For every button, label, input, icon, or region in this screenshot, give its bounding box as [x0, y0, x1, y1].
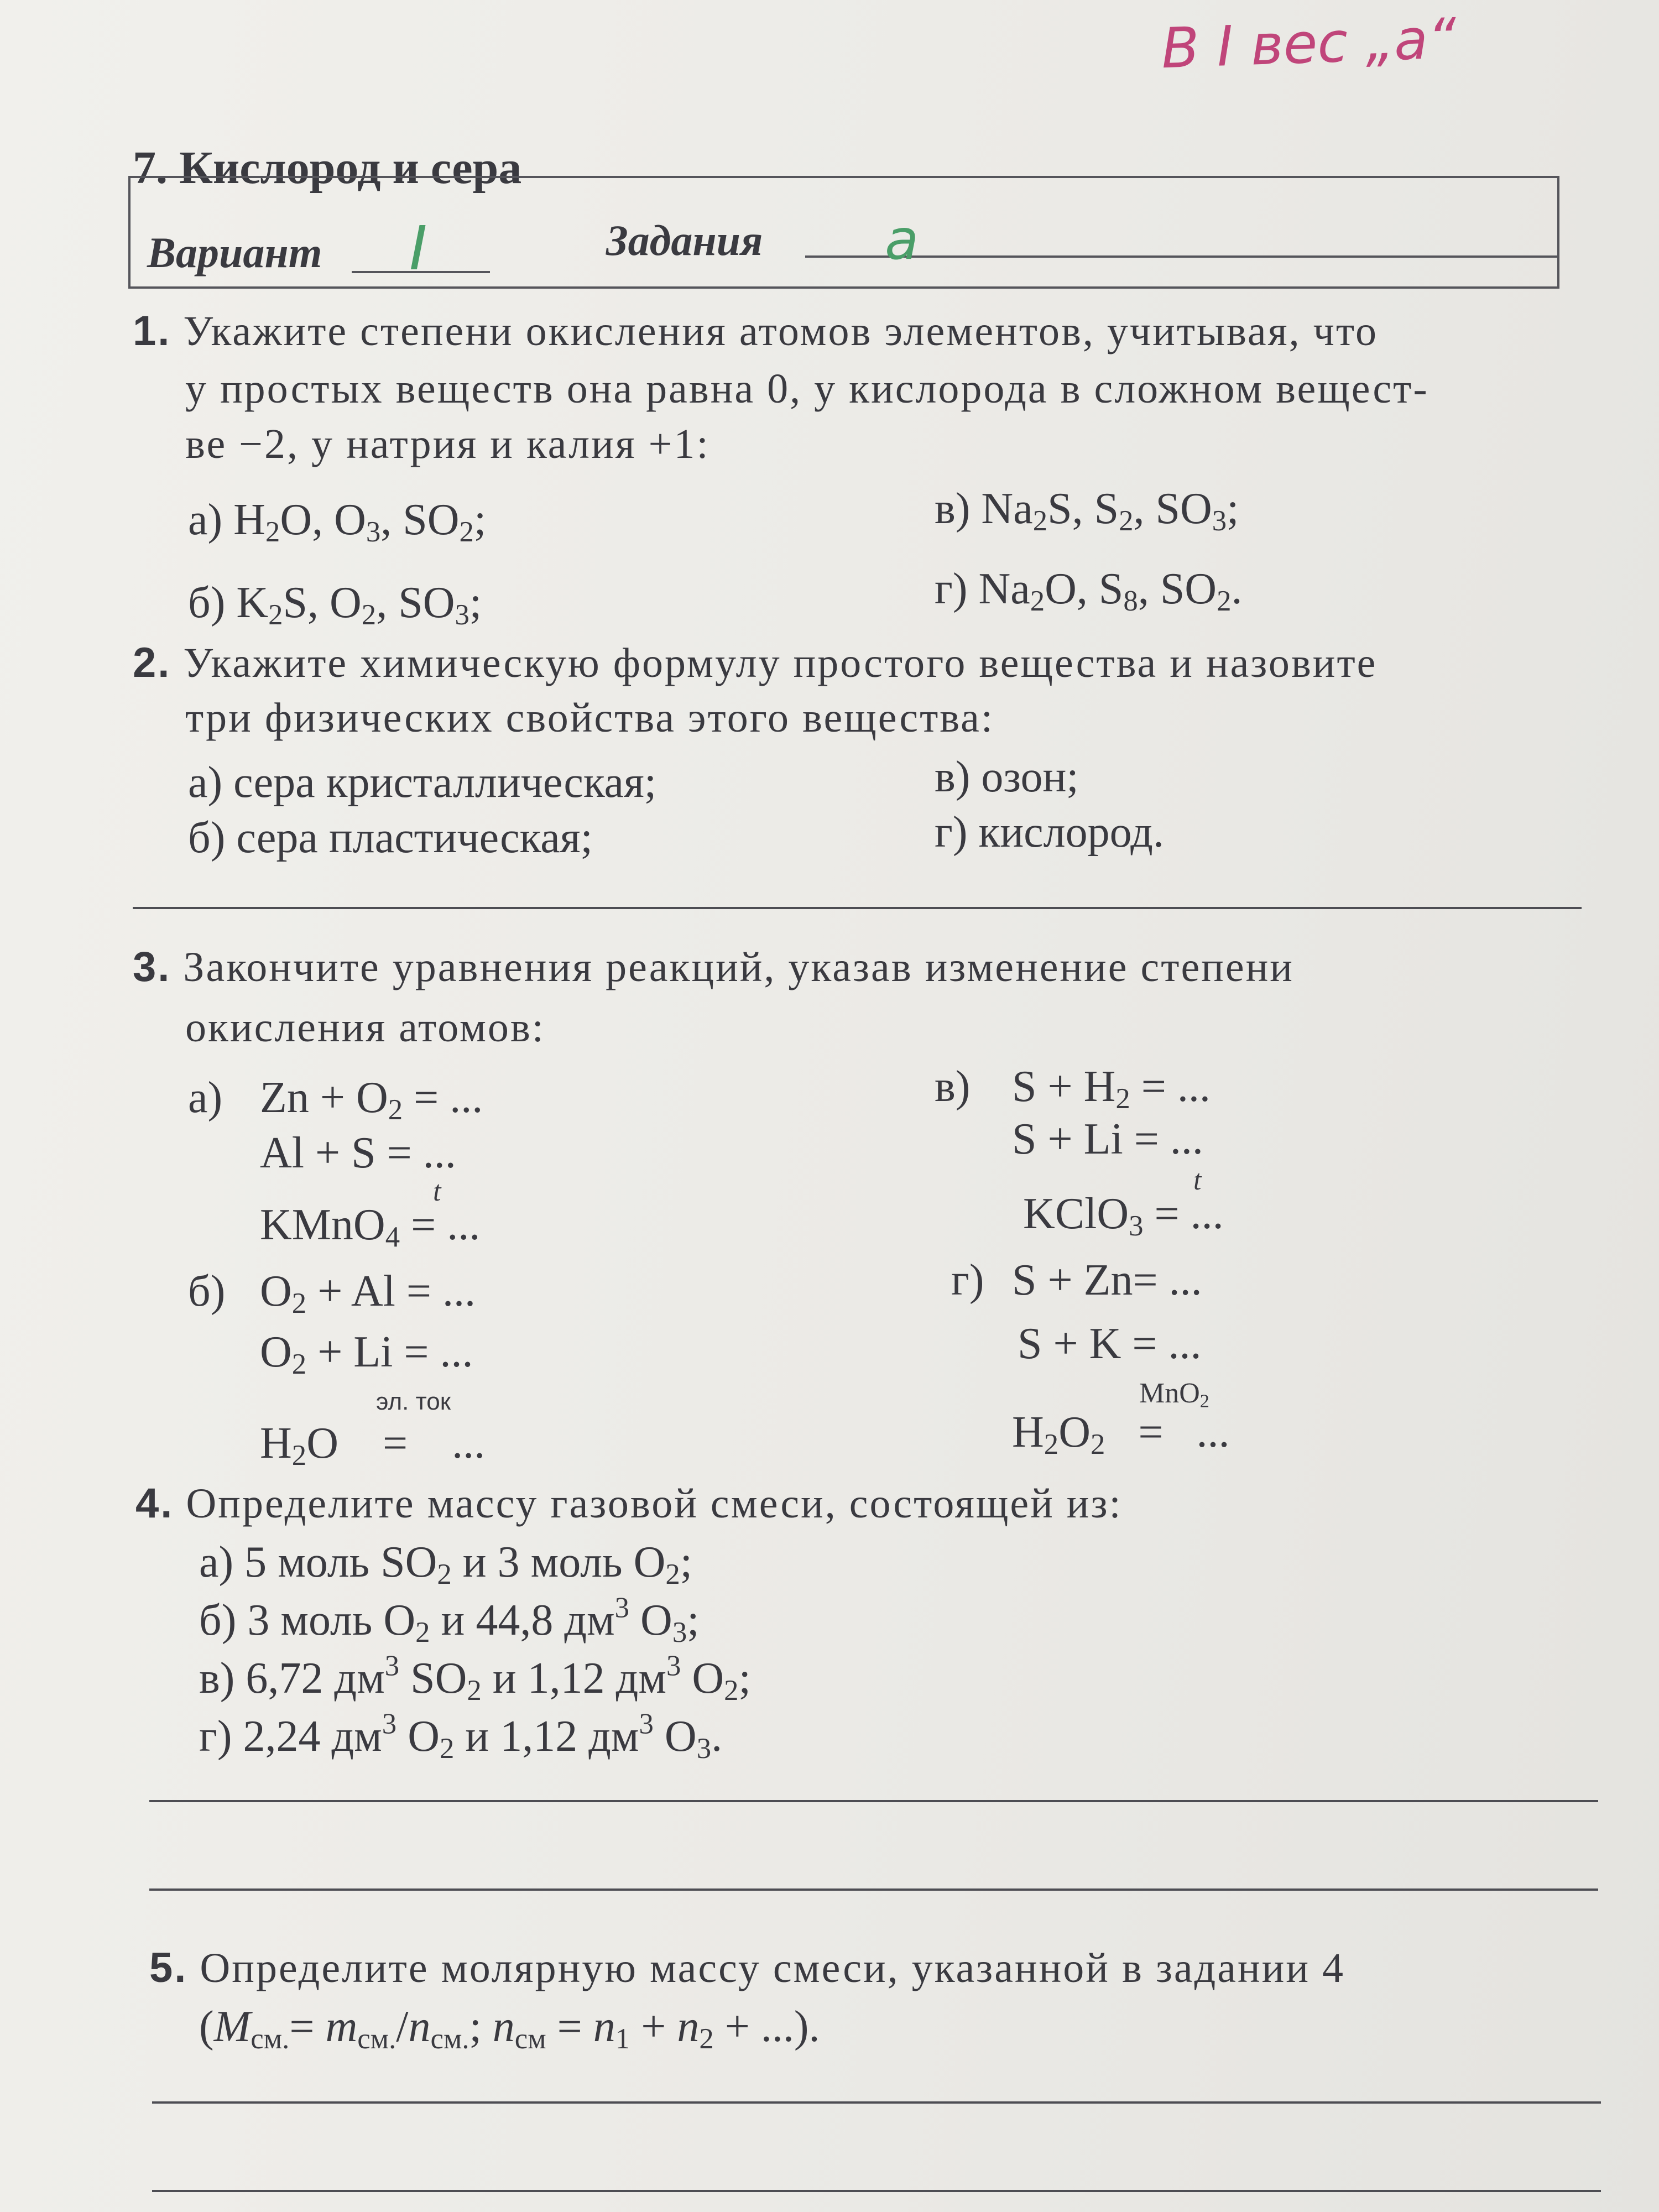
answer-line [133, 907, 1582, 909]
question-4 [135, 1479, 1123, 1528]
question-5 [149, 1944, 1345, 1992]
option [935, 484, 1239, 538]
option: а) сера кристаллическая; [188, 758, 657, 807]
question-text: Определите массу газовой смеси, состоящей из: [186, 1480, 1123, 1527]
option: г) кислород. [935, 808, 1164, 857]
equation: $S + H_2$ = ... [1012, 1062, 1211, 1115]
equation: KMnO$_4$ = ... [260, 1201, 481, 1254]
answer-line [152, 2101, 1601, 2104]
question-text-line: ве −2, у натрия и калия +1: [185, 421, 710, 467]
equation: $O_2 + Li$ = ... [260, 1328, 473, 1381]
option: б) 3 моль $O_2$ и 44,8 $дм^3$ $O_3$; [199, 1592, 700, 1649]
equation: $O_2 + Al$ = ... [260, 1267, 476, 1320]
heat-mark: t [433, 1176, 441, 1207]
formula: ($M_{см.}= m_{см.}/n_{см.}$; $n_{см} = n_1 + n_2$ + ...). [199, 2002, 820, 2056]
answer-line [149, 1800, 1598, 1802]
handwritten-variant: I [409, 213, 427, 284]
option-label: а) [188, 1073, 223, 1122]
question-text: Укажите степени окисления атомов элементов, учитывая, что [183, 308, 1379, 354]
option [188, 495, 487, 549]
tasks-label: Задания [606, 216, 763, 264]
electric-current-mark: эл. ток [376, 1388, 451, 1415]
option-label: г) [951, 1256, 984, 1305]
option-label: в) [935, 1062, 971, 1111]
option [188, 578, 482, 632]
option-label: б) [188, 1267, 226, 1316]
option: б) сера пластическая; [188, 813, 593, 862]
question-3 [133, 943, 1294, 992]
question-number: 5. [149, 1944, 188, 1991]
option-label: г) $Na_2O$, $S_8$, $SO_2$. [935, 565, 1243, 618]
equation: S + Li = ... [1012, 1115, 1203, 1164]
option-label: в) $Na_2S$, $S_2$, $SO_3$; [935, 484, 1239, 538]
option: г) 2,24 $дм^3$ $O_2$ и 1,12 $дм^3$ $O_3$. [199, 1708, 723, 1765]
answer-line [152, 2190, 1601, 2192]
question-text-line: три физических свойства этого вещества: [185, 695, 995, 741]
section-title: 7. Кислород и сера [133, 142, 522, 194]
equation: $H_2O_2$ = ... [1012, 1408, 1230, 1461]
question-number: 3. [133, 943, 171, 990]
option [935, 564, 1243, 618]
heat-mark: t [1193, 1165, 1202, 1196]
variant-header-box [128, 176, 1559, 289]
question-number: 2. [133, 639, 171, 686]
question-text-line: окисления атомов: [185, 1004, 545, 1051]
equation: $Zn + O_2$ = ... [260, 1073, 483, 1126]
equation: KClO$_3$ = ... [1023, 1190, 1224, 1243]
handwritten-corner-note: В I вес „а“ [1160, 6, 1458, 81]
equation: S + K = ... [1018, 1319, 1202, 1368]
question-text: Укажите химическую формулу простого вещества и назовите [183, 640, 1378, 686]
question-text: Закончите уравнения реакций, указав изменение степени [183, 944, 1294, 990]
equation: S + Zn= ... [1012, 1256, 1202, 1305]
option: в) озон; [935, 753, 1079, 801]
option: в) 6,72 $дм^3$ $SO_2$ и 1,12 $дм^3$ $O_2$; [199, 1650, 751, 1707]
question-number: 1. [133, 307, 171, 354]
handwritten-tasks: a [885, 207, 919, 272]
equation: $H_2O$ = ... [260, 1419, 486, 1472]
option-label: б) $K_2S$, $O_2$, $SO_3$; [188, 578, 482, 632]
question-text: Определите молярную массу смеси, указанной в задании 4 [200, 1945, 1345, 1991]
option-label: а) $H_2O$, $O_3$, $SO_2$; [188, 495, 487, 549]
question-number: 4. [135, 1480, 174, 1527]
variant-label: Вариант [147, 228, 322, 276]
catalyst-mark: MnO$_2$ [1139, 1378, 1209, 1412]
question-text-line: у простых веществ она равна 0, у кислорода в сложном вещест- [185, 366, 1429, 412]
question-2 [133, 639, 1377, 687]
answer-line [149, 1888, 1598, 1891]
equation: Al + S = ... [260, 1129, 456, 1177]
question-1 [133, 307, 1378, 356]
option: а) 5 моль $SO_2$ и 3 моль $O_2$; [199, 1538, 692, 1591]
